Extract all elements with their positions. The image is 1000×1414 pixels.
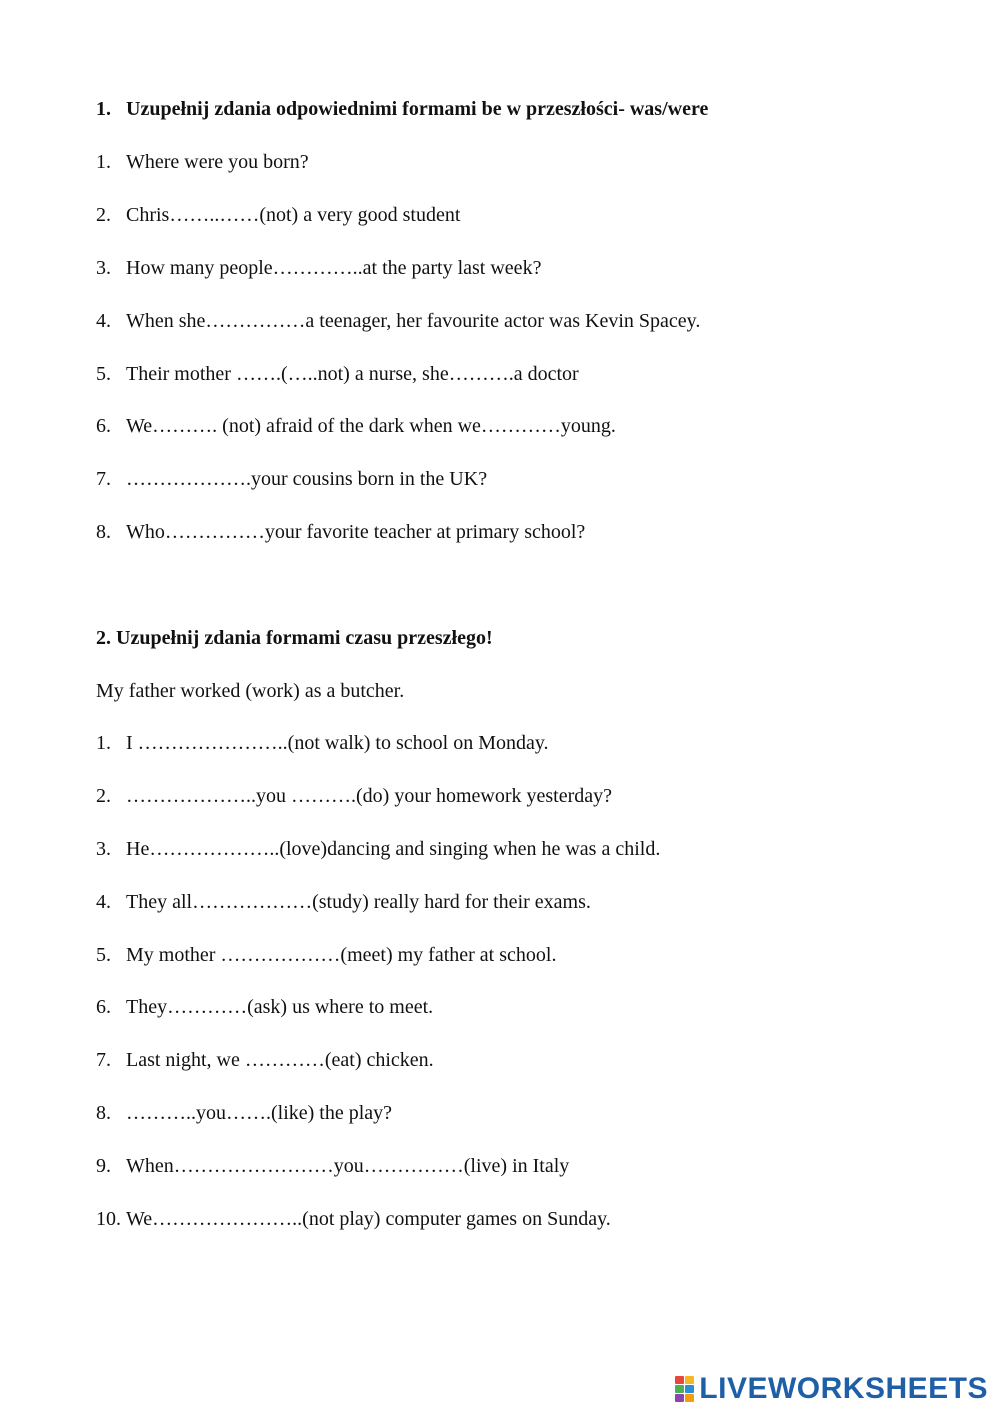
item-text: ……………….your cousins born in the UK? — [126, 468, 488, 490]
item-text: Chris……..……(not) a very good student — [126, 204, 461, 226]
logo-square — [675, 1394, 684, 1402]
section2-heading — [96, 627, 493, 650]
s2-item-4 — [96, 891, 591, 914]
item-text: Last night, we …………(eat) chicken. — [126, 1049, 434, 1071]
s1-item-2 — [96, 204, 460, 227]
item-text: How many people…………..at the party last week? — [126, 257, 542, 279]
logo-square — [685, 1385, 694, 1393]
item-number: 2. — [96, 785, 111, 807]
item-text: He………………..(love)dancing and singing when he was a child. — [126, 838, 661, 860]
item-text: They all………………(study) really hard for their exams. — [126, 891, 591, 913]
logo-square — [685, 1394, 694, 1402]
example-text: My father worked (work) as a butcher. — [96, 680, 405, 702]
item-text: Who……………your favorite teacher at primary school? — [126, 521, 586, 543]
section1-title: Uzupełnij zdania odpowiednimi formami be w przeszłości- was/were — [126, 98, 709, 120]
s1-item-5 — [96, 363, 579, 386]
s1-item-1 — [96, 151, 309, 174]
item-number: 8. — [96, 1102, 111, 1124]
item-number: 6. — [96, 996, 111, 1018]
s2-item-2 — [96, 785, 612, 808]
section1-number: 1. — [96, 98, 111, 120]
logo-square — [675, 1376, 684, 1384]
s1-item-8 — [96, 521, 585, 544]
s1-item-6 — [96, 415, 616, 438]
logo-text: LIVEWORKSHEETS — [699, 1372, 988, 1405]
item-text: My mother ………………(meet) my father at school. — [126, 944, 557, 966]
item-text: They…………(ask) us where to meet. — [126, 996, 434, 1018]
item-text: ………..you…….(like) the play? — [126, 1102, 393, 1124]
s2-item-6 — [96, 996, 433, 1019]
logo-square — [685, 1376, 694, 1384]
item-text: Where were you born? — [126, 151, 309, 173]
item-text: I …………………..(not walk) to school on Monday. — [126, 732, 549, 754]
s1-item-4 — [96, 310, 700, 333]
s2-item-10 — [96, 1208, 611, 1231]
item-text: When she……………a teenager, her favourite actor was Kevin Spacey. — [126, 310, 701, 332]
s2-item-8 — [96, 1102, 392, 1125]
item-text: Their mother …….(…..not) a nurse, she……….a doctor — [126, 363, 579, 385]
item-number: 3. — [96, 257, 111, 279]
item-number: 3. — [96, 838, 111, 860]
item-number: 4. — [96, 891, 111, 913]
item-text: When……………………you……………(live) in Italy — [126, 1155, 570, 1177]
logo-square — [675, 1385, 684, 1393]
item-number: 10. — [96, 1208, 121, 1230]
logo-mark-icon — [675, 1376, 695, 1402]
item-number: 8. — [96, 521, 111, 543]
s2-item-7 — [96, 1049, 434, 1072]
item-number: 5. — [96, 944, 111, 966]
item-number: 9. — [96, 1155, 111, 1177]
section1-heading — [96, 98, 708, 121]
item-text: We………. (not) afraid of the dark when we…………young. — [126, 415, 616, 437]
item-number: 2. — [96, 204, 111, 226]
item-text: ………………..you ……….(do) your homework yesterday? — [126, 785, 613, 807]
item-number: 5. — [96, 363, 111, 385]
section2-title: 2. Uzupełnij zdania formami czasu przeszłego! — [96, 627, 493, 649]
s2-item-9 — [96, 1155, 569, 1178]
s1-item-3 — [96, 257, 541, 280]
s2-example — [96, 680, 404, 703]
item-number: 4. — [96, 310, 111, 332]
s2-item-3 — [96, 838, 660, 861]
item-text: We…………………..(not play) computer games on Sunday. — [126, 1208, 611, 1230]
item-number: 1. — [96, 151, 111, 173]
item-number: 1. — [96, 732, 111, 754]
liveworksheets-logo — [675, 1374, 988, 1404]
item-number: 7. — [96, 1049, 111, 1071]
s2-item-5 — [96, 944, 556, 967]
s1-item-7 — [96, 468, 487, 491]
item-number: 6. — [96, 415, 111, 437]
s2-item-1 — [96, 732, 549, 755]
item-number: 7. — [96, 468, 111, 490]
